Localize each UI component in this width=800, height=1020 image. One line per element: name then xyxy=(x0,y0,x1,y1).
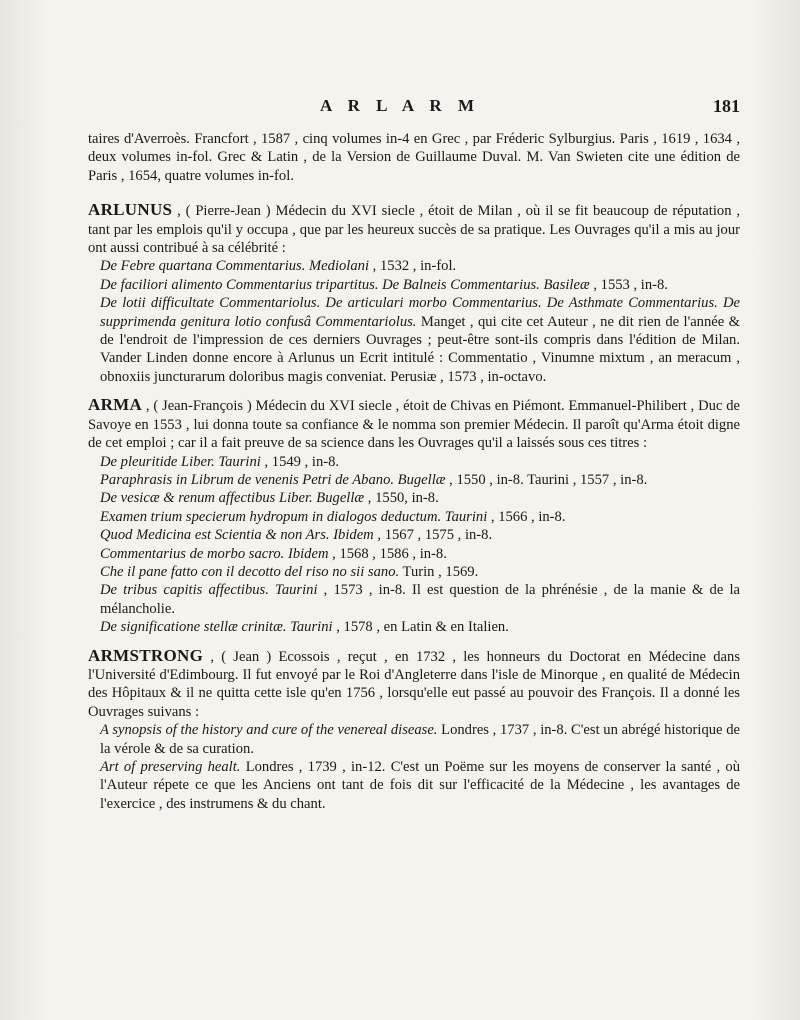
work-title: De vesicæ & renum affectibus Liber. Bugellæ xyxy=(100,490,365,507)
work-title: De tribus capitis affectibus. Taurini xyxy=(100,582,318,599)
entry-intro-text: , ( Jean ) Ecossois , reçut , en 1732 , les honneurs du Doctorat en Médecine dans l'Université d'Edimbourg. Il fut envoyé par le Roi d'Angleterre dans l'isle de Minorque , en qualité de Médecin des Hôpitaux & il ne quitta cette isle qu'en 1756 , lorsqu'elle eut passé au pouvoir des François. Il a donné les Ouvrages suivans : xyxy=(88,648,740,720)
work-item xyxy=(88,453,740,471)
work-item xyxy=(88,618,740,636)
page-body xyxy=(88,130,740,823)
entry-arma xyxy=(88,396,740,636)
work-item xyxy=(88,721,740,758)
entry-armstrong xyxy=(88,647,740,814)
entry-intro-text: , ( Pierre-Jean ) Médecin du XVI siecle , étoit de Milan , où il se fit beaucoup de réputation , tant par les emplois qu'il y occupa , que par les heureux succès de sa pratique. Les Ouvrages qu'il a mis au jour ont aussi contribué à sa célébrité : xyxy=(88,203,740,257)
work-title: De lotii difficultate Commentariolus. De articulari morbo Commentarius. De Asthmate Commentarius. De supprimenda genitura lotio confusâ Commentariolus. xyxy=(100,295,740,330)
work-title: Paraphrasis in Librum de venenis Petri de Abano. Bugellæ xyxy=(100,471,446,488)
entry-intro xyxy=(88,647,740,722)
work-details: , 1550 , in-8. Taurini , 1557 , in-8. xyxy=(449,471,648,488)
page-number: 181 xyxy=(713,96,740,116)
work-title: Commentarius de morbo sacro. Ibidem xyxy=(100,545,329,562)
work-title: De pleuritide Liber. Taurini xyxy=(100,453,261,470)
work-details: , 1566 , in-8. xyxy=(490,508,566,525)
work-item xyxy=(88,276,740,294)
work-details: , 1553 , in-8. xyxy=(593,276,668,293)
work-item xyxy=(88,508,740,526)
work-details: , 1573 , in-8. Il est question de la phrénésie , de la manie & de la mélancholie. xyxy=(100,582,740,617)
work-title: A synopsis of the history and cure of the venereal disease. xyxy=(100,722,438,739)
entry-heading: ARMA xyxy=(88,395,143,415)
work-title: De faciliori alimento Commentarius tripartitus. De Balneis Commentarius. Basileæ xyxy=(100,276,590,293)
work-item xyxy=(88,489,740,507)
entry-intro xyxy=(88,201,740,257)
entry-heading: ARLUNUS xyxy=(88,200,173,220)
continuation-paragraph: taires d'Averroès. Francfort , 1587 , cinq volumes in-4 en Grec , par Fréderic Sylburgius. Paris , 1619 , 1634 , deux volumes in-fol. Grec & Latin , de la Version de Guillaume Duval. M. Van Swieten cite une édition de Paris , 1654, quatre volumes in-fol. xyxy=(88,131,740,184)
work-title: De Febre quartana Commentarius. Mediolani xyxy=(100,258,370,275)
entry-arlunus xyxy=(88,201,740,386)
work-title: Examen trium specierum hydropum in dialogos deductum. Taurini xyxy=(100,508,488,525)
work-title: Art of preserving healt. xyxy=(100,759,241,775)
work-details: , 1549 , in-8. xyxy=(264,453,340,470)
work-title: Che il pane fatto con il decotto del riso no sii sano. xyxy=(100,563,400,580)
entry-intro xyxy=(88,396,740,452)
entry-intro-text: , ( Jean-François ) Médecin du XVI siecle , étoit de Chivas en Piémont. Emmanuel-Philibert , Duc de Savoye en 1553 , lui donna toute sa confiance & le nomma son premier Médecin. Il paroît qu'Arma étoit digne de cet emploi ; car il a fait preuve de sa science dans les Ouvrages qu'il a laissés sous ces titres : xyxy=(88,398,740,452)
work-item xyxy=(88,545,740,563)
work-title: Quod Medicina est Scientia & non Ars. Ibidem xyxy=(100,527,374,544)
work-item xyxy=(88,758,740,813)
work-details: , 1532 , in-fol. xyxy=(372,258,457,275)
work-title: De significatione stellæ crinitæ. Taurini xyxy=(100,619,333,636)
work-item xyxy=(88,257,740,275)
work-details: Londres , 1739 , in-12. C'est un Poëme sur les moyens de conserver la santé , où l'Auteur répete ce que les Anciens ont tant de fois dit sur l'efficacité de la Médecine , les avantages de l'exercice , des instrumens & du chant. xyxy=(100,759,740,812)
work-details: Londres , 1737 , in-8. C'est un abrégé historique de la vérole & de sa curation. xyxy=(100,722,740,757)
work-details: , 1568 , 1586 , in-8. xyxy=(332,545,447,562)
work-item xyxy=(88,526,740,544)
entry-heading: ARMSTRONG xyxy=(88,645,204,665)
work-item xyxy=(88,581,740,618)
running-head: A R L A R M xyxy=(320,96,480,115)
work-details: , 1578 , en Latin & en Italien. xyxy=(336,619,509,636)
work-item xyxy=(88,471,740,489)
work-details: , 1550, in-8. xyxy=(367,490,439,507)
work-item xyxy=(88,563,740,581)
work-item xyxy=(88,294,740,386)
work-details: , 1567 , 1575 , in-8. xyxy=(377,527,493,544)
work-details: Manget , qui cite cet Auteur , ne dit rien de l'année & de l'endroit de l'impression de ces derniers Ouvrages ; peut-être sont-ils compris dans l'édition de Milan. Vander Linden donne encore à Arlunus un Ecrit intitulé : Commentatio , Vinumne mixtum , an meracum , obnoxiis juncturarum doloribus magis conveniat. Perusiæ , 1573 , in-octavo. xyxy=(100,313,740,385)
work-details: Turin , 1569. xyxy=(402,563,479,580)
